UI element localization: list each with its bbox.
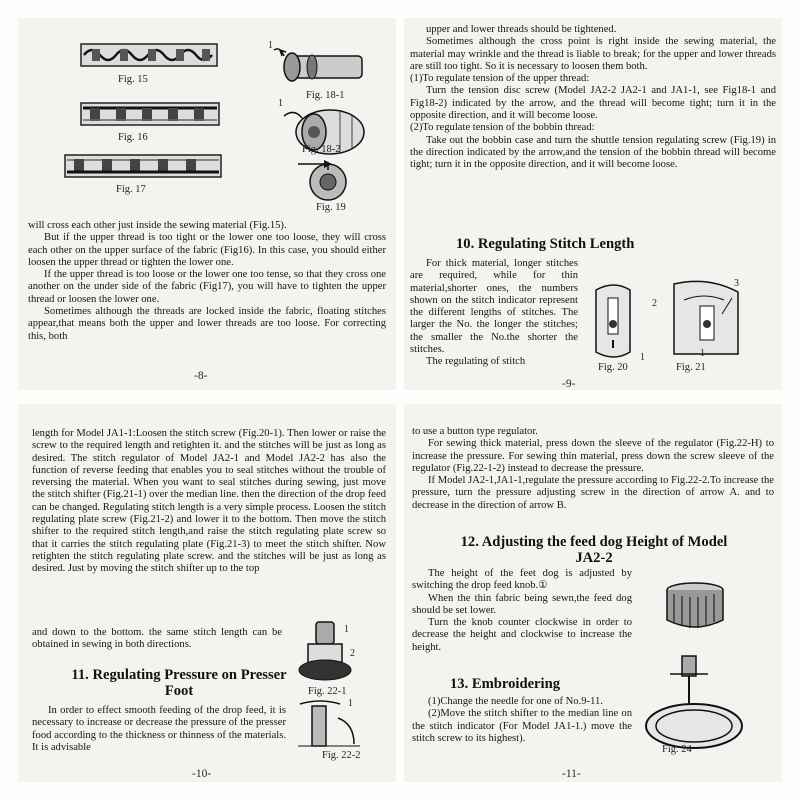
page-8-para-3: If the upper thread is too loose or the lower one too tense, so that they cross one another on the under side of the fabric (Fig17), you will have to tighten the upper thread or loosen the lower one. bbox=[28, 269, 386, 305]
page-11-para-4: The height of the feet dog is adjusted by switching the drop feed knob.① bbox=[412, 568, 632, 592]
page-9-body-top bbox=[410, 24, 776, 172]
fig19-caption: Fig. 19 bbox=[316, 202, 346, 213]
page-8 bbox=[18, 18, 396, 390]
fig22-2-illustration bbox=[294, 698, 364, 752]
page-8-para-2: But if the upper thread is too tight or the lower one too loose, they will cross each other on the upper surface of the fabric (Fig16). In this case, you should either loosen the upper thread or tighten the lower one. bbox=[28, 232, 386, 268]
page-number: -11- bbox=[562, 768, 581, 780]
page-11-body-bottom bbox=[412, 696, 632, 745]
page-9-para-4: Turn the tension disc screw (Model JA2-2 JA2-1 and JA1-1, see Fig18-1 and Fig18-2) indicated by the arrow, and the thread will become tight; turn it in the opposite direction, and it will become loose. bbox=[410, 85, 776, 122]
fig20-caption: Fig. 20 bbox=[598, 362, 628, 373]
page-9-para-5: (2)To regulate tension of the bobbin thread: bbox=[410, 122, 595, 134]
page-9-para-2: Sometimes although the cross point is right inside the sewing material, the material may wrinkle and the thread is liable to break; for the upper and lower threads are still too tight. So it is necessary to loosen them both. bbox=[410, 36, 776, 72]
fig15-caption: Fig. 15 bbox=[118, 74, 148, 85]
page-8-para-4: Sometimes although the threads are locked inside the fabric, floating stitches appear,that means both the upper and lower threads are too loose. For correcting this, both bbox=[28, 306, 386, 342]
page-number: -9- bbox=[562, 378, 576, 390]
page-11-para-8: (2)Move the stitch shifter to the median line on the stitch indicator (For Model JA1-1.) move the stitch screw to its highest). bbox=[412, 708, 632, 744]
fig18-2-label-1: 1 bbox=[278, 98, 283, 109]
page-11-para-2: For sewing thick material, press down the sleeve of the regulator (Fig.22-H) to increase the pressure. For sewing thin material, press down the screw sleeve of the regulator (Fig.22-1-2) instead to decrease the pressure. bbox=[412, 438, 774, 474]
page-10-para-1: length for Model JA1-1:Loosen the stitch screw (Fig.20-1). Then lower or raise the screw to the required length and retighten it. and the stitches will be just as long as desired. The stitch regulator of Model JA2-1 and Model JA2-2 has also the function of reverse feeding that enables you to seal stitches without the trouble of reversing the material. When you want to seal stitches during sewing, just move the stitch shifter (Fig.21-1) over the median line. then the direction of the drop feed can be changed. Regulating stitch length is a very simple process. Loosen the stitch regulating plate screw (Fig.21-2) and lower it to the bottom. Then move the stitch shifter to the required stitch length,and raise the stitch regulating plate screw so that it carries the stitch regulating plate (Fig.21-3) to meet the stitch shifter. Now retighten the stitch regulating plate screw. and the stitches will be just as long as desired. Just by moving the stitch shifter up to the top bbox=[32, 428, 386, 575]
section-12-heading: 12. Adjusting the feed dog Height of Model JA2-2 bbox=[460, 534, 728, 566]
section-13-heading: 13. Embroidering bbox=[450, 676, 561, 692]
fig19-illustration bbox=[288, 158, 368, 202]
fig21-illustration bbox=[666, 280, 748, 362]
fig24-illustration bbox=[642, 654, 752, 752]
page-9-para-6: Take out the bobbin case and turn the shuttle tension regulating screw (Fig.19) in the direction indicated by the arrow,and the tension of the bobbin thread will become tight; turn it in the opposite direction, and it will become loose. bbox=[410, 134, 776, 171]
fig21-label-1: 1 bbox=[700, 348, 705, 359]
fig16-illustration bbox=[80, 100, 220, 128]
fig22-1-label-1: 1 bbox=[344, 624, 349, 635]
fig15-illustration bbox=[80, 42, 218, 68]
fig22-2-caption: Fig. 22-2 bbox=[322, 750, 361, 761]
fig18-2-caption: Fig. 18-2 bbox=[302, 144, 341, 155]
page-number: -10- bbox=[192, 768, 212, 780]
page-9-para-3: (1)To regulate tension of the upper thread: bbox=[410, 73, 590, 85]
page-11-para-6: Turn the knob counter clockwise in order to decrease the height and clockwise to increase the height. bbox=[412, 617, 632, 653]
page-8-body bbox=[28, 220, 386, 343]
fig16-caption: Fig. 16 bbox=[118, 132, 148, 143]
page-11-para-5: When the thin fabric being sewn,the feed dog should be set lower. bbox=[412, 592, 632, 616]
fig21-caption: Fig. 21 bbox=[676, 362, 706, 373]
page-11-body-mid bbox=[412, 568, 632, 654]
fig18-1-caption: Fig. 18-1 bbox=[306, 90, 345, 101]
fig22-1-caption: Fig. 22-1 bbox=[308, 686, 347, 697]
drop-feed-knob-illustration bbox=[660, 580, 730, 642]
page-10 bbox=[18, 404, 396, 782]
fig22-1-label-2: 2 bbox=[350, 648, 355, 659]
page-10-body-bottom bbox=[32, 705, 286, 754]
page-11-body-top bbox=[412, 426, 774, 512]
fig21-label-2: 2 bbox=[652, 298, 657, 309]
fig17-caption: Fig. 17 bbox=[116, 184, 146, 195]
fig20-illustration bbox=[586, 284, 642, 364]
fig17-illustration bbox=[64, 152, 222, 180]
section-10-heading: 10. Regulating Stitch Length bbox=[456, 236, 635, 252]
fig24-caption: Fig. 24 bbox=[662, 744, 692, 755]
section-11-heading: 11. Regulating Pressure on Presser Foot bbox=[71, 667, 287, 699]
fig22-2-label-1: 1 bbox=[348, 698, 353, 709]
page-11-para-3: If Model JA2-1,JA1-1,regulate the pressure according to Fig.22-2.To increase the pressure, turn the pressure adjusting screw in the direction of arrow A. and to decrease in the direction of arrow B. bbox=[412, 475, 774, 511]
page-11 bbox=[404, 404, 782, 782]
page-11-para-1: to use a button type regulator. bbox=[412, 426, 538, 437]
page-8-para-1: will cross each other just inside the sewing material (Fig.15). bbox=[28, 220, 287, 231]
page-9-para-1: upper and lower threads should be tightened. bbox=[426, 24, 617, 35]
page-9 bbox=[404, 18, 782, 390]
page-10-body-mid bbox=[32, 627, 282, 652]
fig20-label-1: 1 bbox=[640, 352, 645, 363]
page-10-para-3: In order to effect smooth feeding of the drop feed, it is necessary to increase or decrease the pressure of the presser food according to the thickness or thinness of the materials. It is advisable bbox=[32, 705, 286, 753]
page-9-para-7: For thick material, longer stitches are required, while for thin material,shorter ones, the numbers shown on the stitch indicator represent the different lengths of stitches. The larger the No. the longer the stitches; the smaller the No.the shorter the stitches. bbox=[410, 258, 578, 356]
fig18-1-illustration bbox=[272, 46, 372, 88]
page-9-body-bottom bbox=[410, 258, 578, 369]
page-10-body-top bbox=[32, 428, 386, 576]
page-11-para-7: (1)Change the needle for one of No.9-11. bbox=[428, 696, 603, 707]
fig21-label-3: 3 bbox=[734, 278, 739, 289]
page-10-para-2: and down to the bottom. the same stitch length can be obtained in sewing in both directions. bbox=[32, 627, 282, 651]
page-number: -8- bbox=[194, 370, 208, 382]
fig18-1-label-1: 1 bbox=[268, 40, 273, 51]
page-9-para-8: The regulating of stitch bbox=[426, 356, 526, 368]
